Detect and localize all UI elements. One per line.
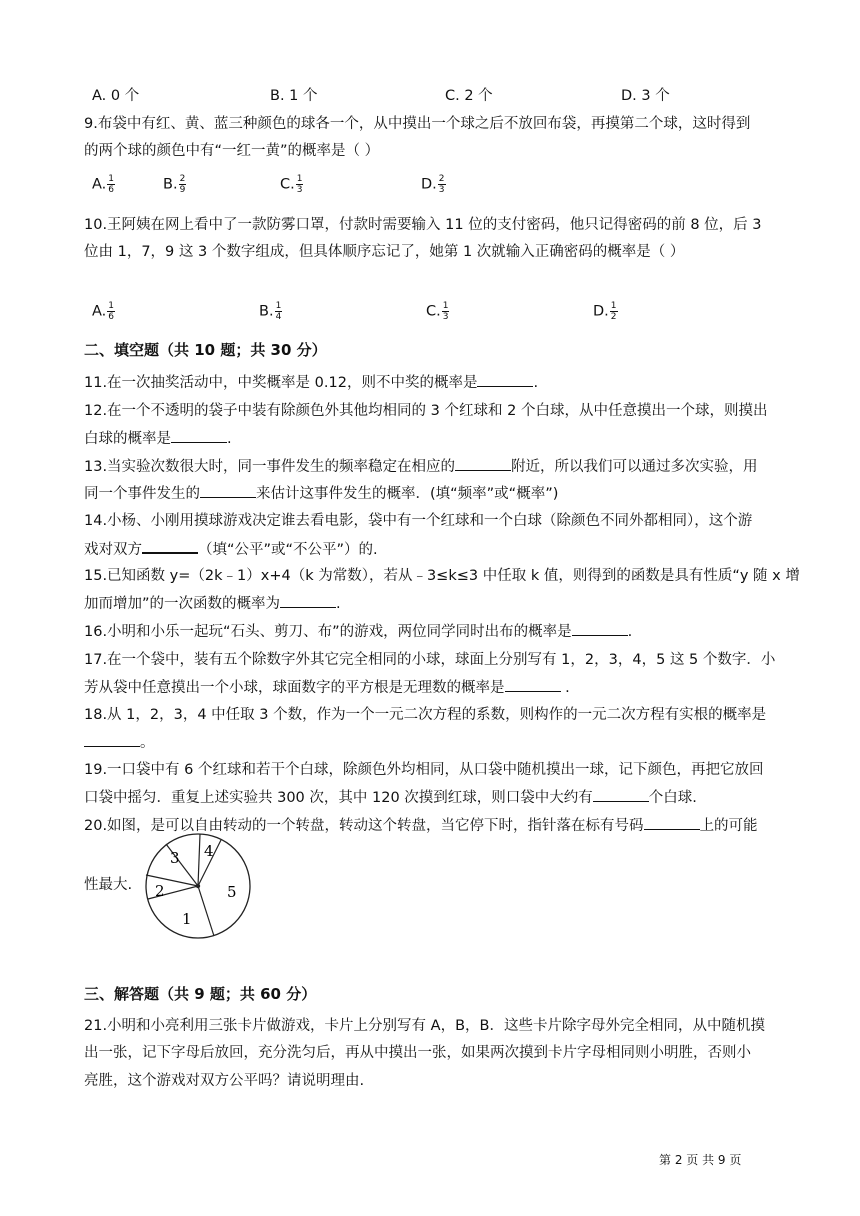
q14-line2: 戏对双方 （填“公平”或“不公平”）的. xyxy=(84,538,378,560)
q17-line1: 17.在一个袋中，装有五个除数字外其它完全相同的小球，球面上分别写有 1，2，3，4，5 这 5 个数字．小 xyxy=(84,652,776,668)
q8-option-c: C. 2 个 xyxy=(445,88,493,104)
q21-line2: 出一张，记下字母后放回，充分洗匀后，再从中摸出一张，如果两次摸到卡片字母相同则小明胜，否则小 xyxy=(84,1045,751,1061)
spinner-label-5: 5 xyxy=(227,883,237,901)
section-heading-fill-in: 二、填空题（共 10 题；共 30 分） xyxy=(84,341,327,359)
q9-line1: 9.布袋中有红、黄、蓝三种颜色的球各一个，从中摸出一个球之后不放回布袋，再摸第二个球，这时得到 xyxy=(84,116,751,132)
q9-option-c: C. $\frac{1}{3}$ xyxy=(280,174,303,195)
spinner-label-4: 4 xyxy=(204,842,214,860)
q10-option-d: D. $\frac{1}{2}$ xyxy=(593,301,617,322)
page-footer: 第 2 页 共 9 页 xyxy=(659,1153,742,1167)
q10-option-b: B. $\frac{1}{4}$ xyxy=(259,301,282,322)
answer-blank xyxy=(455,456,511,471)
q9-option-d: D. $\frac{2}{3}$ xyxy=(421,174,445,195)
answer-blank xyxy=(171,428,227,443)
q12-line2: 白球的概率是 . xyxy=(84,428,232,449)
q11: 11.在一次抽奖活动中，中奖概率是 0.12，则不中奖的概率是 . xyxy=(84,372,538,393)
answer-blank xyxy=(572,621,628,636)
q10-line1: 10.王阿姨在网上看中了一款防雾口罩，付款时需要输入 11 位的支付密码，他只记得密码的前 8 位，后 3 xyxy=(84,217,762,233)
spinner-label-3: 3 xyxy=(170,849,180,867)
q14-line1: 14.小杨、小刚用摸球游戏决定谁去看电影，袋中有一个红球和一个白球（除颜色不同外都相同），这个游 xyxy=(84,513,753,529)
q20-line2: 性最大. xyxy=(84,877,133,893)
q9-line2: 的两个球的颜色中有“一红一黄”的概率是（ ） xyxy=(84,143,380,159)
q13-line1: 13.当实验次数很大时，同一事件发生的频率稳定在相应的 附近，所以我们可以通过多次实验，用 xyxy=(84,456,758,477)
q10-option-c: C. $\frac{1}{3}$ xyxy=(426,301,449,322)
q19-line1: 19.一口袋中有 6 个红球和若干个白球，除颜色外均相同，从口袋中随机摸出一球，记下颜色，再把它放回 xyxy=(84,762,764,778)
q18-line2: 。 xyxy=(84,732,155,753)
q10-line2: 位由 1，7，9 这 3 个数字组成，但具体顺序忘记了，她第 1 次就输入正确密码的概率是（ ） xyxy=(84,244,685,260)
q19-line2: 口袋中摇匀．重复上述实验共 300 次，其中 120 次摸到红球，则口袋中大约有 个白球. xyxy=(84,787,697,808)
q13-line2: 同一个事件发生的 来估计这事件发生的概率．(填“频率”或“概率”) xyxy=(84,483,558,504)
answer-blank xyxy=(142,538,198,554)
spinner-label-2: 2 xyxy=(155,882,165,900)
q18-line1: 18.从 1，2，3，4 中任取 3 个数，作为一个一元二次方程的系数，则构作的一元二次方程有实根的概率是 xyxy=(84,707,767,723)
q9-option-a: A. $\frac{1}{6}$ xyxy=(92,174,115,195)
section-heading-solve: 三、解答题（共 9 题；共 60 分） xyxy=(84,985,317,1003)
q15-line2: 加而增加”的一次函数的概率为 . xyxy=(84,593,341,614)
q10-option-a: A. $\frac{1}{6}$ xyxy=(92,301,115,322)
q21-line3: 亮胜，这个游戏对双方公平吗？请说明理由. xyxy=(84,1073,365,1089)
q8-option-d: D. 3 个 xyxy=(621,88,670,104)
q17-line2: 芳从袋中任意摸出一个小球，球面数字的平方根是无理数的概率是 . xyxy=(84,677,570,698)
answer-blank xyxy=(505,677,561,692)
answer-blank xyxy=(280,593,336,608)
spinner-label-1: 1 xyxy=(182,910,192,928)
q8-option-a: A. 0 个 xyxy=(92,88,140,104)
q12-line1: 12.在一个不透明的袋子中装有除颜色外其他均相同的 3 个红球和 2 个白球，从中任意摸出一个球，则摸出 xyxy=(84,403,768,419)
answer-blank xyxy=(200,483,256,498)
spinner-figure xyxy=(140,830,260,945)
q8-option-b: B. 1 个 xyxy=(270,88,318,104)
answer-blank xyxy=(593,787,649,802)
q15-line1: 15.已知函数 y=（2k﹣1）x+4（k 为常数），若从﹣3≤k≤3 中任取 k 值，则得到的函数是具有性质“y 随 x 增 xyxy=(84,568,800,584)
answer-blank xyxy=(84,732,140,747)
q9-option-b: B. $\frac{2}{9}$ xyxy=(163,174,186,195)
answer-blank xyxy=(644,815,700,830)
q21-line1: 21.小明和小亮利用三张卡片做游戏，卡片上分别写有 A，B，B．这些卡片除字母外完全相同，从中随机摸 xyxy=(84,1018,765,1034)
q20-line1: 20.如图，是可以自由转动的一个转盘，转动这个转盘，当它停下时，指针落在标有号码 上的可能 xyxy=(84,815,758,836)
answer-blank xyxy=(477,372,533,387)
q16: 16.小明和小乐一起玩“石头、剪刀、布”的游戏，两位同学同时出布的概率是 . xyxy=(84,621,632,642)
